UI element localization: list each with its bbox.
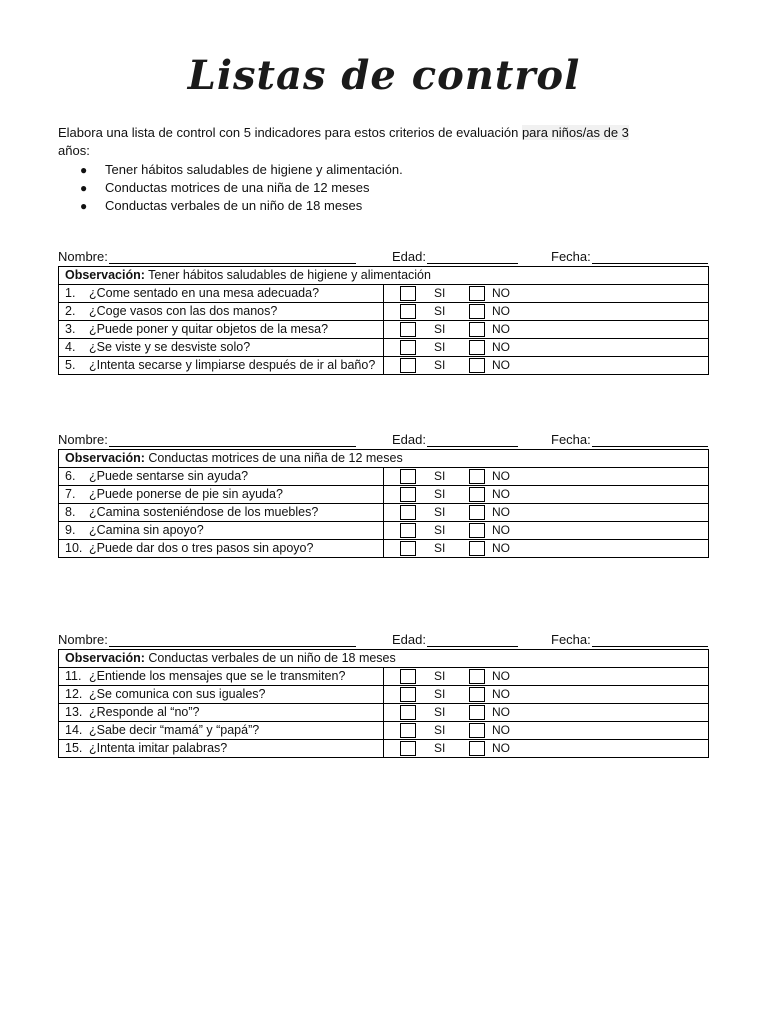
- question-text: ¿Responde al “no”?: [89, 705, 200, 719]
- checklist-row: [59, 740, 709, 758]
- question-text: ¿Come sentado en una mesa adecuada?: [89, 286, 320, 300]
- criteria-list: [58, 161, 708, 215]
- nombre-field[interactable]: [58, 249, 356, 264]
- edad-label: Edad:: [392, 432, 426, 447]
- question-cell: [59, 540, 384, 558]
- fecha-label: Fecha:: [551, 249, 591, 264]
- no-label: NO: [492, 487, 510, 501]
- question-number: 9.: [65, 523, 76, 537]
- checklist-row: [59, 686, 709, 704]
- checklist-row: [59, 668, 709, 686]
- page-title: Listas de control: [187, 52, 581, 99]
- question-number: 5.: [65, 358, 76, 372]
- si-label: SI: [434, 340, 446, 354]
- si-label: SI: [434, 705, 446, 719]
- edad-label: Edad:: [392, 632, 426, 647]
- question-text: ¿Camina sosteniéndose de los muebles?: [89, 505, 319, 519]
- no-checkbox[interactable]: [469, 469, 485, 484]
- observation-row: [59, 650, 709, 668]
- si-checkbox[interactable]: [400, 358, 416, 373]
- checklist-row: [59, 504, 709, 522]
- checklist-row: [59, 357, 709, 375]
- observation-row: [59, 267, 709, 285]
- no-label: NO: [492, 523, 510, 537]
- options-cell: [384, 540, 709, 558]
- question-number: 3.: [65, 322, 76, 336]
- no-checkbox[interactable]: [469, 687, 485, 702]
- options-cell: [384, 740, 709, 758]
- observation-cell: [59, 267, 709, 285]
- si-label: SI: [434, 505, 446, 519]
- question-number: 7.: [65, 487, 76, 501]
- criteria-text: Tener hábitos saludables de higiene y alimentación.: [105, 162, 403, 177]
- no-checkbox[interactable]: [469, 340, 485, 355]
- nombre-field[interactable]: [58, 632, 356, 647]
- si-checkbox[interactable]: [400, 487, 416, 502]
- question-cell: [59, 486, 384, 504]
- no-checkbox[interactable]: [469, 523, 485, 538]
- edad-field[interactable]: [392, 432, 518, 447]
- edad-line[interactable]: [427, 434, 518, 447]
- si-label: SI: [434, 358, 446, 372]
- si-checkbox[interactable]: [400, 741, 416, 756]
- header-fields: [58, 249, 710, 266]
- question-cell: [59, 504, 384, 522]
- si-label: SI: [434, 723, 446, 737]
- no-checkbox[interactable]: [469, 505, 485, 520]
- question-number: 10.: [65, 541, 83, 555]
- options-cell: [384, 321, 709, 339]
- question-number: 12.: [65, 687, 83, 701]
- no-label: NO: [492, 705, 510, 719]
- checklist-section-1: [58, 249, 710, 375]
- observation-cell: [59, 450, 709, 468]
- fecha-field[interactable]: [551, 632, 708, 647]
- criteria-item: [58, 161, 708, 179]
- question-text: ¿Intenta secarse y limpiarse después de ir al baño?: [89, 358, 376, 372]
- checklist-row: [59, 321, 709, 339]
- question-text: ¿Puede ponerse de pie sin ayuda?: [89, 487, 283, 501]
- si-label: SI: [434, 523, 446, 537]
- no-label: NO: [492, 304, 510, 318]
- question-cell: [59, 722, 384, 740]
- options-cell: [384, 357, 709, 375]
- question-text: ¿Se viste y se desviste solo?: [89, 340, 251, 354]
- options-cell: [384, 686, 709, 704]
- question-text: ¿Camina sin apoyo?: [89, 523, 204, 537]
- si-checkbox[interactable]: [400, 469, 416, 484]
- question-number: 13.: [65, 705, 83, 719]
- si-checkbox[interactable]: [400, 505, 416, 520]
- options-cell: [384, 522, 709, 540]
- observation-label: Observación:: [65, 651, 145, 665]
- edad-line[interactable]: [427, 251, 518, 264]
- question-number: 11.: [65, 669, 82, 683]
- no-checkbox[interactable]: [469, 723, 485, 738]
- si-checkbox[interactable]: [400, 541, 416, 556]
- observation-text: Conductas verbales de un niño de 18 meses: [148, 651, 396, 665]
- checklist-table: [58, 649, 709, 758]
- question-number: 6.: [65, 469, 76, 483]
- edad-field[interactable]: [392, 632, 518, 647]
- checklist-row: [59, 704, 709, 722]
- no-checkbox[interactable]: [469, 322, 485, 337]
- si-label: SI: [434, 687, 446, 701]
- si-label: SI: [434, 286, 446, 300]
- question-cell: [59, 321, 384, 339]
- no-label: NO: [492, 741, 510, 755]
- question-cell: [59, 357, 384, 375]
- si-checkbox[interactable]: [400, 304, 416, 319]
- question-cell: [59, 285, 384, 303]
- no-label: NO: [492, 322, 510, 336]
- question-number: 15.: [65, 741, 83, 755]
- options-cell: [384, 303, 709, 321]
- si-checkbox[interactable]: [400, 322, 416, 337]
- checklist-row: [59, 486, 709, 504]
- si-checkbox[interactable]: [400, 340, 416, 355]
- si-checkbox[interactable]: [400, 723, 416, 738]
- no-checkbox[interactable]: [469, 741, 485, 756]
- no-label: NO: [492, 469, 510, 483]
- question-cell: [59, 740, 384, 758]
- si-label: SI: [434, 322, 446, 336]
- question-cell: [59, 468, 384, 486]
- no-label: NO: [492, 541, 510, 555]
- question-number: 2.: [65, 304, 76, 318]
- no-label: NO: [492, 669, 510, 683]
- options-cell: [384, 722, 709, 740]
- question-cell: [59, 303, 384, 321]
- si-label: SI: [434, 669, 446, 683]
- fecha-field[interactable]: [551, 432, 708, 447]
- si-checkbox[interactable]: [400, 286, 416, 301]
- nombre-line[interactable]: [109, 251, 356, 264]
- question-text: ¿Sabe decir “mamá” y “papá”?: [89, 723, 260, 737]
- checklist-row: [59, 522, 709, 540]
- si-label: SI: [434, 541, 446, 555]
- header-fields: [58, 632, 710, 649]
- fecha-line[interactable]: [592, 251, 708, 264]
- checklist-row: [59, 339, 709, 357]
- options-cell: [384, 339, 709, 357]
- intro-text-after: años:: [58, 143, 90, 158]
- checklist-section-2: [58, 432, 710, 558]
- no-checkbox[interactable]: [469, 304, 485, 319]
- question-text: ¿Entiende los mensajes que se le transmiten?: [89, 669, 346, 683]
- nombre-label: Nombre:: [58, 432, 108, 447]
- checklist-row: [59, 722, 709, 740]
- si-label: SI: [434, 469, 446, 483]
- checklist-row: [59, 468, 709, 486]
- nombre-line[interactable]: [109, 634, 356, 647]
- options-cell: [384, 468, 709, 486]
- fecha-label: Fecha:: [551, 432, 591, 447]
- bullet-icon: ●: [80, 163, 88, 177]
- no-checkbox[interactable]: [469, 705, 485, 720]
- options-cell: [384, 504, 709, 522]
- observation-cell: [59, 650, 709, 668]
- bullet-icon: ●: [80, 181, 88, 195]
- no-checkbox[interactable]: [469, 358, 485, 373]
- fecha-line[interactable]: [592, 634, 708, 647]
- checklist-row: [59, 285, 709, 303]
- no-checkbox[interactable]: [469, 541, 485, 556]
- question-number: 8.: [65, 505, 76, 519]
- intro-text: [58, 124, 708, 160]
- question-number: 1.: [65, 286, 76, 300]
- options-cell: [384, 704, 709, 722]
- bullet-icon: ●: [80, 199, 88, 213]
- no-label: NO: [492, 340, 510, 354]
- question-number: 4.: [65, 340, 76, 354]
- criteria-item: [58, 179, 708, 197]
- question-cell: [59, 339, 384, 357]
- nombre-field[interactable]: [58, 432, 356, 447]
- si-checkbox[interactable]: [400, 669, 416, 684]
- fecha-field[interactable]: [551, 249, 708, 264]
- observation-label: Observación:: [65, 268, 145, 282]
- question-cell: [59, 668, 384, 686]
- options-cell: [384, 285, 709, 303]
- checklist-section-3: [58, 632, 710, 758]
- si-label: SI: [434, 304, 446, 318]
- no-checkbox[interactable]: [469, 286, 485, 301]
- no-checkbox[interactable]: [469, 487, 485, 502]
- question-cell: [59, 686, 384, 704]
- criteria-text: Conductas motrices de una niña de 12 meses: [105, 180, 370, 195]
- question-text: ¿Puede dar dos o tres pasos sin apoyo?: [89, 541, 314, 555]
- intro-text-before: Elabora una lista de control con 5 indicadores para estos criterios de evaluación: [58, 125, 522, 140]
- question-number: 14.: [65, 723, 83, 737]
- criteria-text: Conductas verbales de un niño de 18 meses: [105, 198, 363, 213]
- nombre-line[interactable]: [109, 434, 356, 447]
- question-cell: [59, 522, 384, 540]
- options-cell: [384, 668, 709, 686]
- intro: [58, 124, 708, 215]
- checklist-table: [58, 266, 709, 375]
- nombre-label: Nombre:: [58, 632, 108, 647]
- si-label: SI: [434, 741, 446, 755]
- si-label: SI: [434, 487, 446, 501]
- options-cell: [384, 486, 709, 504]
- observation-text: Tener hábitos saludables de higiene y alimentación: [148, 268, 431, 282]
- edad-label: Edad:: [392, 249, 426, 264]
- no-label: NO: [492, 286, 510, 300]
- question-cell: [59, 704, 384, 722]
- fecha-label: Fecha:: [551, 632, 591, 647]
- edad-line[interactable]: [427, 634, 518, 647]
- observation-label: Observación:: [65, 451, 145, 465]
- checklist-row: [59, 540, 709, 558]
- observation-text: Conductas motrices de una niña de 12 meses: [148, 451, 403, 465]
- no-label: NO: [492, 723, 510, 737]
- observation-row: [59, 450, 709, 468]
- fecha-line[interactable]: [592, 434, 708, 447]
- edad-field[interactable]: [392, 249, 518, 264]
- question-text: ¿Coge vasos con las dos manos?: [89, 304, 278, 318]
- checklist-table: [58, 449, 709, 558]
- si-checkbox[interactable]: [400, 687, 416, 702]
- nombre-label: Nombre:: [58, 249, 108, 264]
- checklist-row: [59, 303, 709, 321]
- no-checkbox[interactable]: [469, 669, 485, 684]
- header-fields: [58, 432, 710, 449]
- criteria-item: [58, 197, 708, 215]
- intro-text-highlight: para niños/as de 3: [521, 125, 629, 140]
- question-text: ¿Se comunica con sus iguales?: [89, 687, 266, 701]
- no-label: NO: [492, 505, 510, 519]
- question-text: ¿Intenta imitar palabras?: [89, 741, 228, 755]
- no-label: NO: [492, 687, 510, 701]
- question-text: ¿Puede poner y quitar objetos de la mesa?: [89, 322, 329, 336]
- question-text: ¿Puede sentarse sin ayuda?: [89, 469, 249, 483]
- si-checkbox[interactable]: [400, 523, 416, 538]
- si-checkbox[interactable]: [400, 705, 416, 720]
- no-label: NO: [492, 358, 510, 372]
